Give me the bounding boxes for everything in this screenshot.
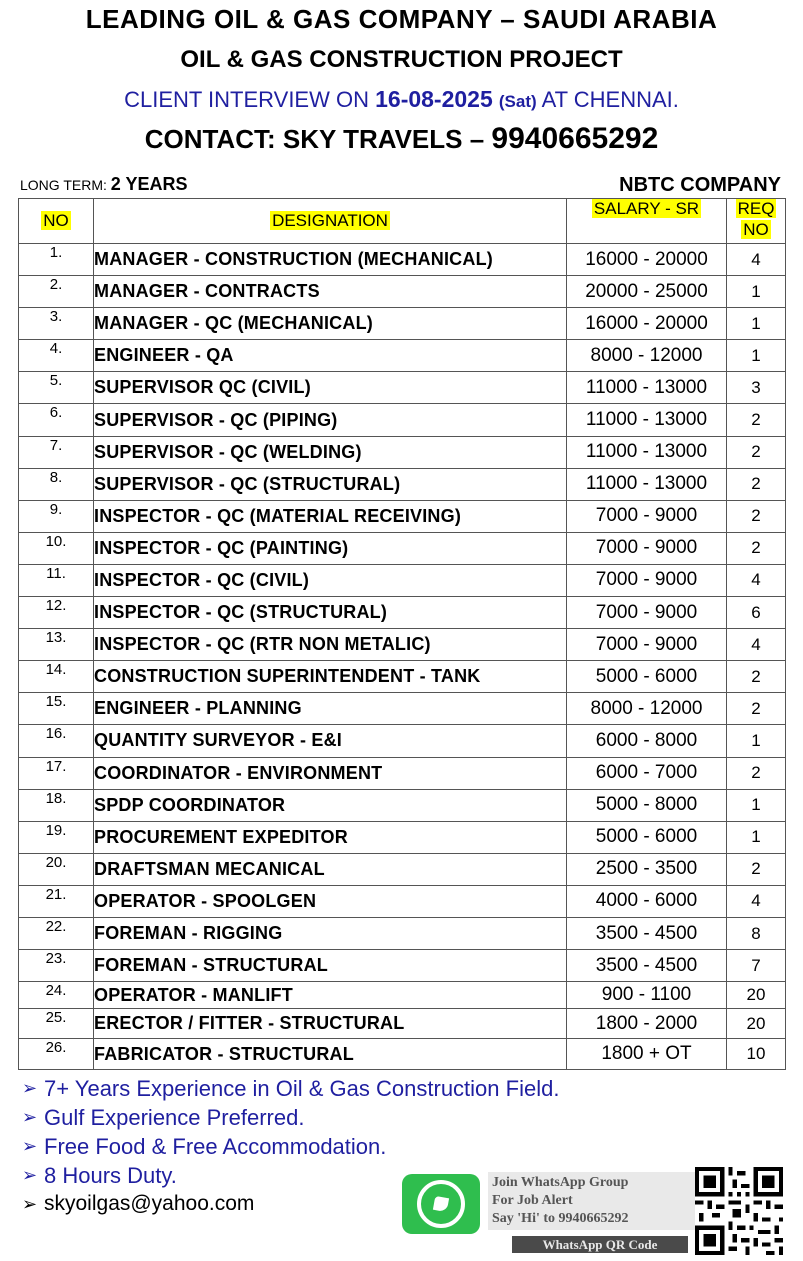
row-designation: INSPECTOR - QC (PAINTING) <box>94 532 567 564</box>
row-designation: SUPERVISOR - QC (PIPING) <box>94 404 567 436</box>
row-req-no: 1 <box>727 725 786 757</box>
row-req-no: 10 <box>727 1039 786 1070</box>
long-term-value: 2 YEARS <box>110 174 188 194</box>
row-req-no: 4 <box>727 564 786 596</box>
row-salary: 16000 - 20000 <box>567 308 727 340</box>
row-number: 15. <box>19 693 94 725</box>
row-number: 4. <box>19 340 94 372</box>
row-salary: 20000 - 25000 <box>567 276 727 308</box>
whatsapp-line1: Join WhatsApp Group <box>492 1175 629 1190</box>
row-designation: OPERATOR - SPOOLGEN <box>94 885 567 917</box>
table-row <box>19 821 786 853</box>
row-number: 8. <box>19 468 94 500</box>
table-row <box>19 789 786 821</box>
arrow-bullet-icon: ➢ <box>22 1078 38 1098</box>
table-row <box>19 340 786 372</box>
arrow-bullet-icon: ➢ <box>22 1136 38 1156</box>
row-salary: 11000 - 13000 <box>567 436 727 468</box>
whatsapp-qr-label: WhatsApp QR Code <box>512 1236 688 1253</box>
table-row <box>19 372 786 404</box>
arrow-bullet-icon: ➢ <box>22 1165 38 1185</box>
long-term <box>20 174 187 195</box>
row-number: 9. <box>19 500 94 532</box>
table-row <box>19 597 786 629</box>
arrow-bullet-icon: ➢ <box>22 1107 38 1127</box>
row-number: 24. <box>19 982 94 1009</box>
row-number: 20. <box>19 853 94 885</box>
table-row <box>19 500 786 532</box>
row-designation: COORDINATOR - ENVIRONMENT <box>94 757 567 789</box>
row-number: 25. <box>19 1009 94 1039</box>
row-salary: 1800 + OT <box>567 1039 727 1070</box>
table-row <box>19 308 786 340</box>
whatsapp-text <box>488 1172 696 1230</box>
row-salary: 5000 - 6000 <box>567 661 727 693</box>
row-req-no: 1 <box>727 308 786 340</box>
table-row <box>19 436 786 468</box>
row-designation: OPERATOR - MANLIFT <box>94 982 567 1009</box>
qr-code-icon[interactable] <box>694 1167 784 1255</box>
project-subtitle: OIL & GAS CONSTRUCTION PROJECT <box>180 46 623 73</box>
whatsapp-line2: For Job Alert <box>492 1193 573 1208</box>
row-number: 6. <box>19 404 94 436</box>
interview-line <box>0 86 803 113</box>
row-salary: 7000 - 9000 <box>567 564 727 596</box>
row-number: 16. <box>19 725 94 757</box>
long-term-label: LONG TERM: <box>20 177 107 193</box>
table-row <box>19 1039 786 1070</box>
page-title: LEADING OIL & GAS COMPANY – SAUDI ARABIA <box>85 4 718 34</box>
whatsapp-line3: Say 'Hi' to 9940665292 <box>492 1211 629 1226</box>
row-req-no: 2 <box>727 853 786 885</box>
row-number: 13. <box>19 629 94 661</box>
table-row <box>19 950 786 982</box>
row-salary: 6000 - 8000 <box>567 725 727 757</box>
row-number: 18. <box>19 789 94 821</box>
row-req-no: 2 <box>727 661 786 693</box>
row-salary: 3500 - 4500 <box>567 917 727 949</box>
row-req-no: 2 <box>727 693 786 725</box>
row-salary: 11000 - 13000 <box>567 372 727 404</box>
row-number: 21. <box>19 885 94 917</box>
interview-day: (Sat) <box>498 92 537 111</box>
contact-phone: 9940665292 <box>491 122 659 155</box>
row-salary: 1800 - 2000 <box>567 1009 727 1039</box>
header-req-no: REQ NO <box>727 199 786 244</box>
row-req-no: 20 <box>727 1009 786 1039</box>
whatsapp-banner[interactable] <box>400 1170 690 1254</box>
row-req-no: 2 <box>727 532 786 564</box>
row-req-no: 7 <box>727 950 786 982</box>
list-item: ➢ Free Food & Free Accommodation. <box>22 1133 387 1159</box>
row-number: 17. <box>19 757 94 789</box>
row-salary: 11000 - 13000 <box>567 404 727 436</box>
table-row <box>19 532 786 564</box>
row-salary: 7000 - 9000 <box>567 629 727 661</box>
row-number: 3. <box>19 308 94 340</box>
arrow-bullet-icon: ➢ <box>22 1193 38 1214</box>
row-salary: 5000 - 6000 <box>567 821 727 853</box>
whatsapp-icon <box>402 1174 480 1234</box>
row-designation: ENGINEER - PLANNING <box>94 693 567 725</box>
row-designation: FABRICATOR - STRUCTURAL <box>94 1039 567 1070</box>
row-req-no: 1 <box>727 276 786 308</box>
row-req-no: 4 <box>727 885 786 917</box>
row-salary: 11000 - 13000 <box>567 468 727 500</box>
row-req-no: 2 <box>727 468 786 500</box>
row-req-no: 2 <box>727 757 786 789</box>
list-item: ➢ Gulf Experience Preferred. <box>22 1104 305 1130</box>
row-req-no: 20 <box>727 982 786 1009</box>
row-salary: 16000 - 20000 <box>567 244 727 276</box>
row-designation: INSPECTOR - QC (MATERIAL RECEIVING) <box>94 500 567 532</box>
row-designation: DRAFTSMAN MECANICAL <box>94 853 567 885</box>
header-salary: SALARY - SR <box>567 199 727 244</box>
table-row <box>19 917 786 949</box>
row-designation: FOREMAN - STRUCTURAL <box>94 950 567 982</box>
row-req-no: 2 <box>727 404 786 436</box>
row-number: 12. <box>19 597 94 629</box>
row-designation: ENGINEER - QA <box>94 340 567 372</box>
table-row <box>19 725 786 757</box>
row-designation: MANAGER - QC (MECHANICAL) <box>94 308 567 340</box>
table-row <box>19 468 786 500</box>
contact-email[interactable] <box>22 1192 254 1216</box>
header-designation: DESIGNATION <box>94 199 567 244</box>
contact-line <box>0 122 803 156</box>
row-number: 14. <box>19 661 94 693</box>
row-number: 23. <box>19 950 94 982</box>
table-row <box>19 982 786 1009</box>
jobs-table <box>18 198 786 1070</box>
row-number: 11. <box>19 564 94 596</box>
row-designation: QUANTITY SURVEYOR - E&I <box>94 725 567 757</box>
table-row <box>19 564 786 596</box>
row-req-no: 4 <box>727 244 786 276</box>
table-row <box>19 853 786 885</box>
row-designation: PROCUREMENT EXPEDITOR <box>94 821 567 853</box>
row-designation: SPDP COORDINATOR <box>94 789 567 821</box>
header-no: NO <box>19 199 94 244</box>
table-row <box>19 1009 786 1039</box>
row-number: 2. <box>19 276 94 308</box>
row-req-no: 3 <box>727 372 786 404</box>
table-row <box>19 276 786 308</box>
interview-prefix: CLIENT INTERVIEW ON <box>124 87 369 112</box>
row-designation: INSPECTOR - QC (RTR NON METALIC) <box>94 629 567 661</box>
row-req-no: 2 <box>727 500 786 532</box>
row-salary: 6000 - 7000 <box>567 757 727 789</box>
row-salary: 900 - 1100 <box>567 982 727 1009</box>
row-designation: SUPERVISOR - QC (STRUCTURAL) <box>94 468 567 500</box>
row-number: 5. <box>19 372 94 404</box>
row-salary: 5000 - 8000 <box>567 789 727 821</box>
row-req-no: 8 <box>727 917 786 949</box>
row-number: 1. <box>19 244 94 276</box>
table-row <box>19 661 786 693</box>
row-designation: ERECTOR / FITTER - STRUCTURAL <box>94 1009 567 1039</box>
table-row <box>19 404 786 436</box>
row-designation: MANAGER - CONTRACTS <box>94 276 567 308</box>
interview-date: 16-08-2025 <box>375 86 493 112</box>
email-text[interactable]: skyoilgas@yahoo.com <box>44 1192 255 1215</box>
row-salary: 2500 - 3500 <box>567 853 727 885</box>
row-salary: 7000 - 9000 <box>567 597 727 629</box>
contact-label: CONTACT: SKY TRAVELS – <box>144 124 485 154</box>
list-item: ➢ 7+ Years Experience in Oil & Gas Construction Field. <box>22 1075 560 1101</box>
row-number: 26. <box>19 1039 94 1070</box>
row-salary: 4000 - 6000 <box>567 885 727 917</box>
interview-suffix: AT CHENNAI. <box>541 87 679 112</box>
table-row <box>19 693 786 725</box>
table-row <box>19 244 786 276</box>
row-designation: CONSTRUCTION SUPERINTENDENT - TANK <box>94 661 567 693</box>
row-req-no: 6 <box>727 597 786 629</box>
company-type: NBTC COMPANY <box>619 174 781 196</box>
row-designation: INSPECTOR - QC (STRUCTURAL) <box>94 597 567 629</box>
row-req-no: 1 <box>727 340 786 372</box>
table-header-row <box>19 199 786 244</box>
row-salary: 8000 - 12000 <box>567 693 727 725</box>
row-designation: MANAGER - CONSTRUCTION (MECHANICAL) <box>94 244 567 276</box>
table-row <box>19 757 786 789</box>
row-designation: INSPECTOR - QC (CIVIL) <box>94 564 567 596</box>
row-designation: SUPERVISOR - QC (WELDING) <box>94 436 567 468</box>
row-req-no: 1 <box>727 789 786 821</box>
row-number: 19. <box>19 821 94 853</box>
row-salary: 7000 - 9000 <box>567 500 727 532</box>
row-req-no: 2 <box>727 436 786 468</box>
list-item: ➢ 8 Hours Duty. <box>22 1162 177 1188</box>
row-salary: 7000 - 9000 <box>567 532 727 564</box>
row-number: 22. <box>19 917 94 949</box>
row-req-no: 1 <box>727 821 786 853</box>
row-salary: 8000 - 12000 <box>567 340 727 372</box>
row-designation: SUPERVISOR QC (CIVIL) <box>94 372 567 404</box>
table-row <box>19 629 786 661</box>
row-number: 10. <box>19 532 94 564</box>
row-designation: FOREMAN - RIGGING <box>94 917 567 949</box>
row-salary: 3500 - 4500 <box>567 950 727 982</box>
row-req-no: 4 <box>727 629 786 661</box>
row-number: 7. <box>19 436 94 468</box>
table-row <box>19 885 786 917</box>
